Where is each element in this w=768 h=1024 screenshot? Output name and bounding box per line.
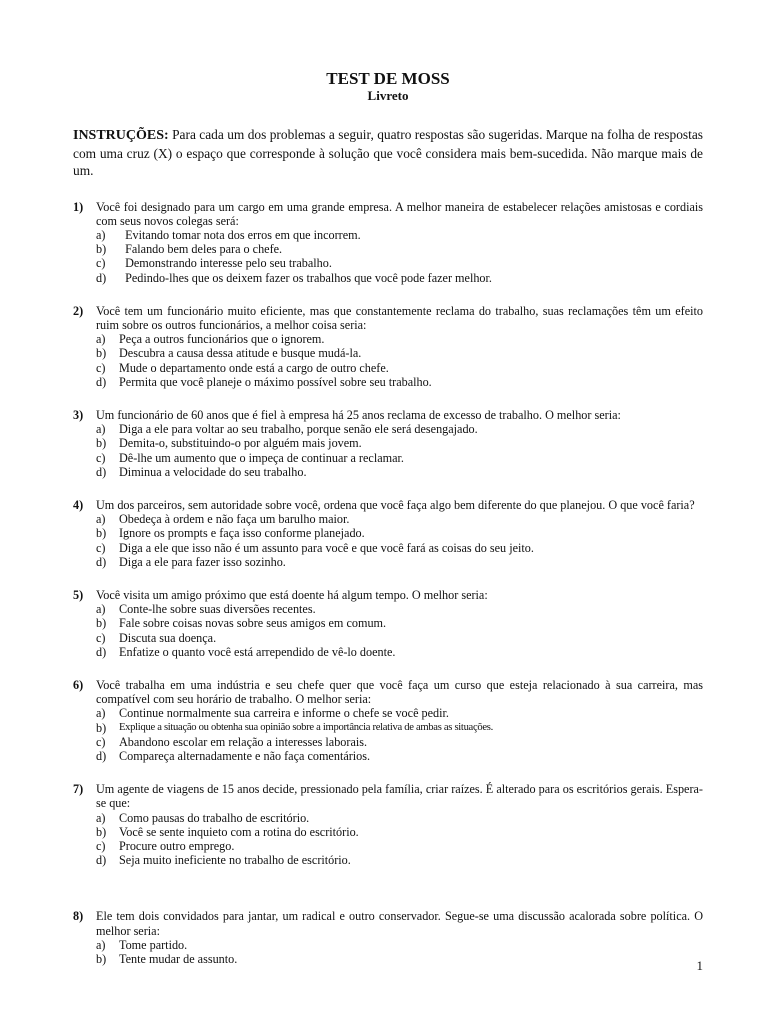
option-text: Como pausas do trabalho de escritório. [119, 810, 310, 825]
option-letter: d) [96, 749, 107, 763]
answer-option [96, 541, 703, 555]
option-letter: c) [96, 360, 106, 375]
question-2 [73, 304, 703, 389]
option-text: Compareça alternadamente e não faça comentários. [119, 749, 371, 763]
answer-option [96, 451, 703, 465]
answer-option [96, 332, 703, 346]
question-3 [73, 408, 703, 479]
question-text: Um dos parceiros, sem autoridade sobre você, ordena que você faça algo bem diferente do que planejou. O que você faria? [96, 497, 695, 512]
option-text: Descubra a causa dessa atitude e busque mudá-la. [119, 346, 362, 361]
option-letter: b) [96, 824, 107, 839]
option-text: Falando bem deles para o chefe. [119, 242, 283, 257]
option-letter: c) [96, 256, 106, 271]
option-text: Evitando tomar nota dos erros em que incorrem. [119, 227, 361, 242]
question-text: Você trabalha em uma indústria e seu chefe quer que você faça um curso que esteja relacionado à sua carreira, mas compatível com seu horário de trabalho. O melhor seria: [96, 677, 703, 707]
option-text: Diga a ele que isso não é um assunto para você e que você fará as coisas do seu jeito. [119, 540, 534, 555]
answer-option [96, 228, 703, 242]
question-body [96, 782, 703, 867]
answer-option [96, 526, 703, 540]
option-text: Diga a ele para voltar ao seu trabalho, porque senão ele será desengajado. [119, 422, 478, 437]
question-4 [73, 498, 703, 569]
instructions-text: Para cada um dos problemas a seguir, quatro respostas são sugeridas. Marque na folha de respostas com uma cruz (X) o espaço que corresponde à solução que você considera mais bem-sucedida. Não marque mais de um. [73, 127, 703, 178]
answer-option [96, 749, 703, 763]
answer-option [96, 465, 703, 479]
option-letter: b) [96, 346, 107, 361]
answer-option [96, 721, 703, 735]
answer-option [96, 361, 703, 375]
answer-option [96, 602, 703, 616]
option-letter: a) [96, 332, 106, 347]
document-subtitle: Livreto [367, 88, 409, 103]
option-letter: a) [96, 227, 106, 242]
option-text: Procure outro emprego. [119, 839, 235, 854]
option-letter: d) [96, 644, 107, 659]
option-text: Tente mudar de assunto. [119, 952, 238, 967]
option-text: Explique a situação ou obtenha sua opinião sobre a importância relativa de ambas as situações. [119, 721, 493, 733]
answer-option [96, 645, 703, 659]
question-number: 1) [73, 199, 84, 214]
option-letter: d) [96, 853, 107, 868]
answer-option [96, 706, 703, 720]
option-text: Tome partido. [119, 937, 188, 952]
answer-option [96, 512, 703, 526]
option-text: Enfatize o quanto você está arrependido de vê-lo doente. [119, 644, 396, 659]
question-number: 7) [73, 782, 84, 797]
option-letter: a) [96, 937, 106, 952]
option-letter: a) [96, 512, 106, 527]
option-letter: c) [96, 450, 106, 465]
option-text: Dê-lhe um aumento que o impeça de continuar a reclamar. [119, 450, 404, 465]
option-text: Mude o departamento onde está a cargo de outro chefe. [119, 360, 389, 375]
option-letter: a) [96, 706, 106, 721]
option-text: Abandono escolar em relação a interesses laborais. [119, 734, 368, 749]
answer-option [96, 839, 703, 853]
question-number: 6) [73, 677, 84, 692]
answer-option [96, 256, 703, 270]
question-1 [73, 200, 703, 285]
answer-option [96, 242, 703, 256]
option-text: Fale sobre coisas novas sobre seus amigos em comum. [119, 616, 387, 631]
option-letter: b) [96, 526, 107, 541]
option-letter: b) [96, 616, 107, 631]
question-6 [73, 678, 703, 763]
option-letter: d) [96, 554, 107, 569]
option-letter: c) [96, 630, 106, 645]
question-body [96, 678, 703, 763]
question-number: 8) [73, 909, 84, 924]
option-text: Seja muito ineficiente no trabalho de escritório. [119, 853, 351, 868]
question-body [96, 304, 703, 389]
option-text: Conte-lhe sobre suas diversões recentes. [119, 602, 316, 617]
option-letter: a) [96, 602, 106, 617]
question-text: Um agente de viagens de 15 anos decide, pressionado pela família, criar raízes. É alterado para os escritórios gerais. Espera-se que: [96, 782, 703, 811]
question-number: 4) [73, 497, 84, 512]
question-text: Um funcionário de 60 anos que é fiel à empresa há 25 anos reclama de excesso de trabalho. O melhor seria: [96, 407, 621, 422]
question-text: Ele tem dois convidados para jantar, um radical e outro conservador. Segue-se uma discussão acalorada sobre política. O melhor seria: [96, 909, 703, 938]
instructions-paragraph [73, 126, 703, 180]
option-text: Demonstrando interesse pelo seu trabalho. [119, 256, 332, 271]
option-text: Continue normalmente sua carreira e informe o chefe se você pedir. [119, 706, 449, 721]
option-text: Discuta sua doença. [119, 630, 217, 645]
question-body [96, 498, 703, 569]
answer-option [96, 436, 703, 450]
option-text: Peça a outros funcionários que o ignorem. [119, 332, 325, 347]
option-letter: a) [96, 422, 106, 437]
question-number: 5) [73, 587, 84, 602]
option-letter: c) [96, 839, 106, 854]
option-letter: d) [96, 464, 107, 479]
question-text: Você foi designado para um cargo em uma grande empresa. A melhor maneira de estabelecer relações amistosas e cordiais com seus novos colegas será: [96, 199, 703, 228]
page-number: 1 [696, 958, 703, 973]
question-5 [73, 588, 703, 659]
option-letter: b) [96, 242, 107, 257]
option-letter: c) [96, 734, 106, 749]
question-7 [73, 782, 703, 867]
question-text: Você tem um funcionário muito eficiente, mas que constantemente reclama do trabalho, suas reclamações têm um efeito ruim sobre os outros funcionários, a melhor coisa seria: [96, 303, 703, 332]
option-text: Você se sente inquieto com a rotina do escritório. [119, 824, 359, 839]
option-text: Permita que você planeje o máximo possível sobre seu trabalho. [119, 374, 432, 389]
question-body [96, 588, 703, 659]
answer-option [96, 825, 703, 839]
document-page [73, 70, 703, 966]
answer-option [96, 555, 703, 569]
option-text: Pedindo-lhes que os deixem fazer os trabalhos que você pode fazer melhor. [119, 270, 492, 285]
option-text: Diga a ele para fazer isso sozinho. [119, 554, 286, 569]
question-8 [73, 909, 703, 966]
option-letter: c) [96, 540, 106, 555]
option-letter: d) [96, 270, 107, 285]
answer-option [96, 631, 703, 645]
answer-option [96, 616, 703, 630]
question-body [96, 909, 703, 966]
answer-option [96, 952, 703, 966]
answer-option [96, 346, 703, 360]
option-letter: d) [96, 374, 107, 389]
answer-option [96, 735, 703, 749]
option-text: Demita-o, substituindo-o por alguém mais jovem. [119, 436, 362, 451]
option-letter: a) [96, 810, 106, 825]
option-text: Obedeça à ordem e não faça um barulho maior. [119, 512, 350, 527]
option-text: Ignore os prompts e faça isso conforme planejado. [119, 526, 365, 541]
option-letter: b) [96, 952, 107, 967]
option-letter: b) [96, 720, 107, 735]
answer-option [96, 375, 703, 389]
answer-option [96, 938, 703, 952]
question-body [96, 408, 703, 479]
question-list [73, 200, 703, 967]
question-number: 3) [73, 407, 84, 422]
answer-option [96, 811, 703, 825]
answer-option [96, 271, 703, 285]
question-number: 2) [73, 303, 84, 318]
instructions-label: INSTRUÇÕES: [73, 128, 169, 143]
option-text: Diminua a velocidade do seu trabalho. [119, 464, 307, 479]
document-title: TEST DE MOSS [326, 69, 450, 88]
answer-option [96, 853, 703, 867]
option-letter: b) [96, 436, 107, 451]
answer-option [96, 422, 703, 436]
question-text: Você visita um amigo próximo que está doente há algum tempo. O melhor seria: [96, 587, 488, 602]
question-body [96, 200, 703, 285]
